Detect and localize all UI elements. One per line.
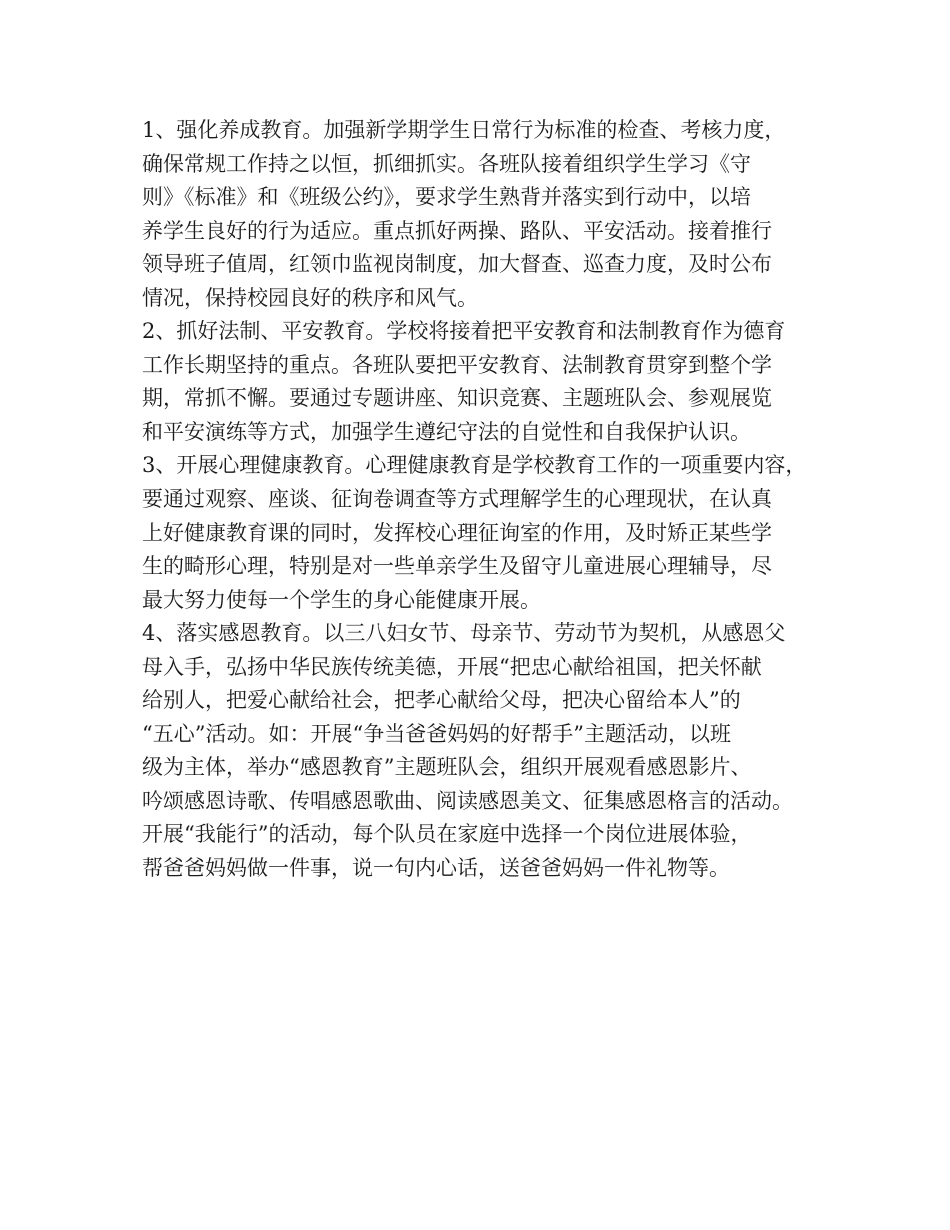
text-line: 开展“我能行”的活动，每个队员在家庭中选择一个岗位进展体验， <box>142 822 752 847</box>
text-line: 工作长期坚持的重点。各班队要把平安教育、法制教育贯穿到整个学 <box>142 352 772 377</box>
text-line: 4、落实感恩教育。以三八妇女节、母亲节、劳动节为契机，从感恩父 <box>142 621 786 646</box>
text-line: 确保常规工作持之以恒，抓细抓实。各班队接着组织学生学习《守 <box>142 151 751 176</box>
paragraph-habit-education <box>142 114 832 315</box>
text-line: “五心”活动。如：开展“争当爸爸妈妈的好帮手”主题活动，以班 <box>142 721 731 746</box>
document-body <box>142 114 832 886</box>
text-line: 给别人，把爱心献给社会，把孝心献给父母，把决心留给本人”的 <box>142 688 741 713</box>
text-line: 上好健康教育课的同时，发挥校心理征询室的作用，及时矫正某些学 <box>142 520 772 545</box>
text-line: 期，常抓不懈。要通过专题讲座、知识竞赛、主题班队会、参观展览 <box>142 386 772 411</box>
text-line: 情况，保持校园良好的秩序和风气。 <box>142 285 478 310</box>
text-line: 吟颂感恩诗歌、传唱感恩歌曲、阅读感恩美文、征集感恩格言的活动。 <box>142 788 793 813</box>
text-line: 帮爸爸妈妈做一件事，说一句内心话，送爸爸妈妈一件礼物等。 <box>142 856 730 881</box>
text-line: 最大努力使每一个学生的身心能健康开展。 <box>142 587 541 612</box>
text-line: 要通过观察、座谈、征询卷调查等方式理解学生的心理现状，在认真 <box>142 487 772 512</box>
text-line: 级为主体，举办“感恩教育”主题班队会，组织开展观看感恩影片、 <box>142 755 752 780</box>
paragraph-mental-health-education <box>142 449 832 617</box>
text-line: 领导班子值周，红领巾监视岗制度，加大督查、巡查力度，及时公布 <box>142 252 772 277</box>
text-line: 2、抓好法制、平安教育。学校将接着把平安教育和法制教育作为德育 <box>142 319 786 344</box>
paragraph-legal-safety-education <box>142 315 832 449</box>
text-line: 生的畸形心理，特别是对一些单亲学生及留守儿童进展心理辅导，尽 <box>142 554 772 579</box>
paragraph-gratitude-education <box>142 617 832 885</box>
text-line: 则》《标准》和《班级公约》，要求学生熟背并落实到行动中，以培 <box>142 185 751 210</box>
text-line: 1、强化养成教育。加强新学期学生日常行为标准的检查、考核力度， <box>142 118 786 142</box>
text-line: 母入手，弘扬中华民族传统美德，开展“把忠心献给祖国，把关怀献 <box>142 654 762 679</box>
text-line: 3、开展心理健康教育。心理健康教育是学校教育工作的一项重要内容， <box>142 453 807 478</box>
text-line: 养学生良好的行为适应。重点抓好两操、路队、平安活动。接着推行 <box>142 218 772 243</box>
text-line: 和平安演练等方式，加强学生遵纪守法的自觉性和自我保护认识。 <box>142 419 751 444</box>
